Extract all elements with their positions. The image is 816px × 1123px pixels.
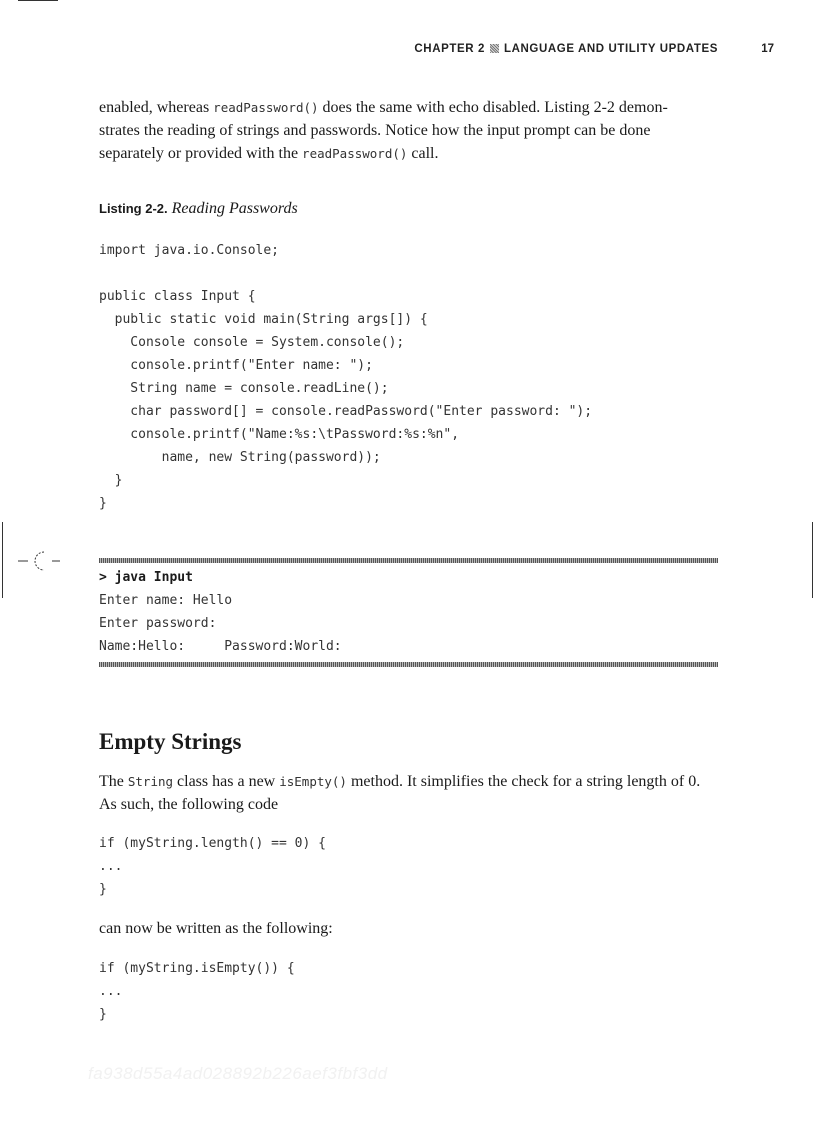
running-head-title: LANGUAGE AND UTILITY UPDATES: [503, 43, 718, 55]
listing-caption: [99, 200, 298, 218]
section-text-3: method. It simplifies the check for a string length of 0. As such, the following code: [99, 773, 701, 813]
running-head: [330, 43, 718, 55]
console-output-lines: Enter name: Hello Enter password: Name:Hello: Password:World:: [99, 593, 342, 654]
inline-code-readpassword-2: readPassword(): [302, 146, 408, 161]
crop-mark-right: [812, 522, 813, 598]
inline-code-isempty: isEmpty(): [279, 774, 347, 789]
section-paragraph: [99, 770, 711, 816]
code-length-check: if (myString.length() == 0) { ... }: [99, 836, 326, 897]
intro-text-2: does the same with echo disabled. Listing 2-2 demon- strates the reading of strings and passwords. Notice how the input prompt can be done separately or provided with the: [99, 99, 668, 162]
listing-code: import java.io.Console; public class Input { public static void main(String args[]) { Console console = System.console(); console.printf("Enter name: "); String name = console.readLine(); char password[] = console.readPassword("Enter password: "); console.printf("Name:%s:\tPassword:%s:%n", name, new String(password)); } }: [99, 243, 593, 511]
intro-paragraph: [99, 96, 711, 165]
running-head-chapter: CHAPTER 2: [414, 43, 485, 55]
separator-square-icon: [490, 44, 499, 53]
inline-code-readpassword: readPassword(): [213, 100, 319, 115]
section-text-1: The: [99, 773, 128, 790]
output-rule-bottom: [99, 662, 718, 667]
watermark-hash: fa938d55a4ad028892b226aef3fbf3dd: [88, 1064, 388, 1083]
console-output: [99, 566, 342, 658]
section-paragraph-2: can now be written as the following:: [99, 920, 333, 937]
console-command: > java Input: [99, 570, 193, 585]
crop-mark-top: [18, 0, 58, 1]
crop-mark-left: [2, 522, 3, 598]
intro-text-1: enabled, whereas: [99, 99, 214, 116]
intro-text-3: call.: [407, 145, 439, 162]
code-isempty-check: if (myString.isEmpty()) { ... }: [99, 961, 295, 1022]
page-number: 17: [761, 43, 774, 55]
output-rule-top: [99, 558, 718, 563]
section-heading: Empty Strings: [99, 729, 242, 754]
section-text-2: class has a new: [173, 773, 280, 790]
listing-title: Reading Passwords: [171, 200, 298, 217]
registration-mark-icon: [18, 548, 62, 578]
listing-label: Listing 2-2.: [99, 201, 168, 216]
inline-code-string: String: [127, 774, 174, 789]
